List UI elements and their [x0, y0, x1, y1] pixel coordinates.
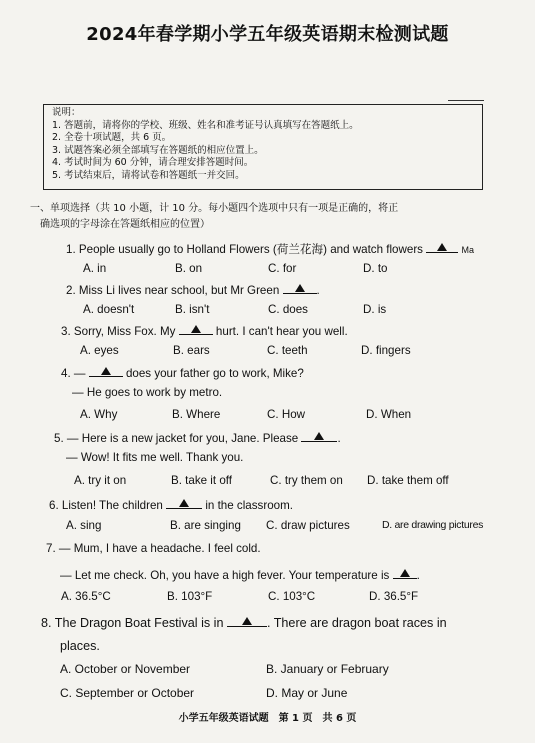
option[interactable]: D. When: [366, 408, 412, 421]
instruction-item: 5. 考试结束后，请将试卷和答题纸一并交回。: [52, 169, 245, 181]
question-8-cont: places.: [60, 639, 100, 653]
answer-blank[interactable]: [283, 281, 317, 294]
option[interactable]: D. is: [363, 303, 387, 316]
question-5-reply: — Wow! It fits me well. Thank you.: [66, 451, 244, 464]
options-2: [83, 303, 483, 319]
answer-blank[interactable]: [393, 566, 417, 579]
option[interactable]: B. 103°F: [167, 590, 213, 603]
option[interactable]: C. draw pictures: [266, 519, 350, 532]
option[interactable]: A. October or November: [60, 662, 191, 676]
question-5: 5. — Here is a new jacket for you, Jane. Please .: [54, 429, 341, 445]
option[interactable]: C. teeth: [267, 344, 308, 357]
instructions-box: [43, 104, 483, 190]
option[interactable]: A. try it on: [74, 474, 127, 487]
option[interactable]: B. isn't: [175, 303, 210, 316]
option[interactable]: C. try them on: [270, 474, 343, 487]
triangle-icon: [314, 432, 324, 440]
question-1: 1. People usually go to Holland Flowers (荷兰花海) and watch flowers Ma: [66, 240, 474, 257]
option[interactable]: C. for: [268, 262, 297, 275]
option[interactable]: C. does: [268, 303, 308, 316]
option[interactable]: A. 36.5°C: [61, 590, 111, 603]
answer-blank[interactable]: [426, 240, 458, 253]
option[interactable]: D. May or June: [266, 686, 348, 700]
option[interactable]: D. take them off: [367, 474, 449, 487]
question-4-reply: — He goes to work by metro.: [72, 386, 223, 399]
option[interactable]: B. Where: [172, 408, 221, 421]
option[interactable]: B. are singing: [170, 519, 241, 532]
question-7-reply: — Let me check. Oh, you have a high fever. Your temperature is .: [60, 566, 420, 582]
option[interactable]: A. in: [83, 262, 107, 275]
triangle-icon: [179, 499, 189, 507]
triangle-icon: [400, 569, 410, 577]
option[interactable]: D. to: [363, 262, 388, 275]
instruction-item: 3. 试题答案必须全部填写在答题纸的相应位置上。: [52, 144, 264, 156]
section-heading-line: 一、单项选择（共 10 小题，计 10 分。每小题四个选项中只有一项是正确的，将正: [30, 203, 399, 214]
option[interactable]: C. How: [267, 408, 306, 421]
divider: [448, 100, 484, 101]
triangle-icon: [437, 243, 447, 251]
question-6: 6. Listen! The children in the classroom.: [49, 496, 293, 512]
option[interactable]: B. ears: [173, 344, 210, 357]
option[interactable]: A. eyes: [80, 344, 119, 357]
option[interactable]: A. sing: [66, 519, 102, 532]
page-title: 2024年春学期小学五年级英语期末检测试题: [86, 24, 449, 45]
option[interactable]: D. 36.5°F: [369, 590, 419, 603]
section-heading-line: 确选项的字母涂在答题纸相应的位置）: [40, 219, 210, 230]
option[interactable]: A. doesn't: [83, 303, 135, 316]
answer-blank[interactable]: [179, 322, 213, 335]
instruction-item: 1. 答题前，请将你的学校、班级、姓名和准考证号认真填写在答题纸上。: [52, 119, 359, 131]
options-5: [74, 474, 494, 490]
option[interactable]: B. January or February: [266, 662, 389, 676]
option[interactable]: A. Why: [80, 408, 118, 421]
instructions-heading: 说明：: [52, 107, 81, 118]
answer-blank[interactable]: [166, 496, 202, 509]
option[interactable]: C. September or October: [60, 686, 195, 700]
options-8: [60, 662, 510, 702]
triangle-icon: [295, 284, 305, 292]
triangle-icon: [101, 367, 111, 375]
answer-blank[interactable]: [301, 429, 337, 442]
options-6: [66, 519, 531, 535]
answer-blank[interactable]: [227, 614, 267, 627]
options-3: [80, 344, 480, 360]
option[interactable]: B. on: [175, 262, 203, 275]
question-4: 4. — does your father go to work, Mike?: [61, 364, 304, 380]
question-2: 2. Miss Li lives near school, but Mr Green .: [66, 281, 320, 297]
option[interactable]: D. fingers: [361, 344, 411, 357]
option[interactable]: B. take it off: [171, 474, 233, 487]
question-7: 7. — Mum, I have a headache. I feel cold.: [46, 542, 261, 555]
answer-blank[interactable]: [89, 364, 123, 377]
options-7: [61, 590, 511, 606]
options-4: [80, 408, 480, 424]
triangle-icon: [191, 325, 201, 333]
instruction-item: 4. 考试时间为 60 分钟，请合理安排答题时间。: [52, 157, 254, 169]
question-3: 3. Sorry, Miss Fox. My hurt. I can't hear you well.: [61, 322, 348, 338]
option[interactable]: D. are drawing pictures: [382, 519, 484, 531]
option[interactable]: C. 103°C: [268, 590, 316, 603]
question-8: 8. The Dragon Boat Festival is in . There are dragon boat races in: [41, 616, 447, 630]
page-footer: 小学五年级英语试题 第 1 页 共 6 页: [178, 713, 357, 724]
section-heading: [30, 201, 530, 233]
instruction-item: 2. 全卷十项试题，共 6 页。: [52, 132, 172, 144]
options-1: [83, 262, 483, 278]
triangle-icon: [242, 617, 252, 625]
